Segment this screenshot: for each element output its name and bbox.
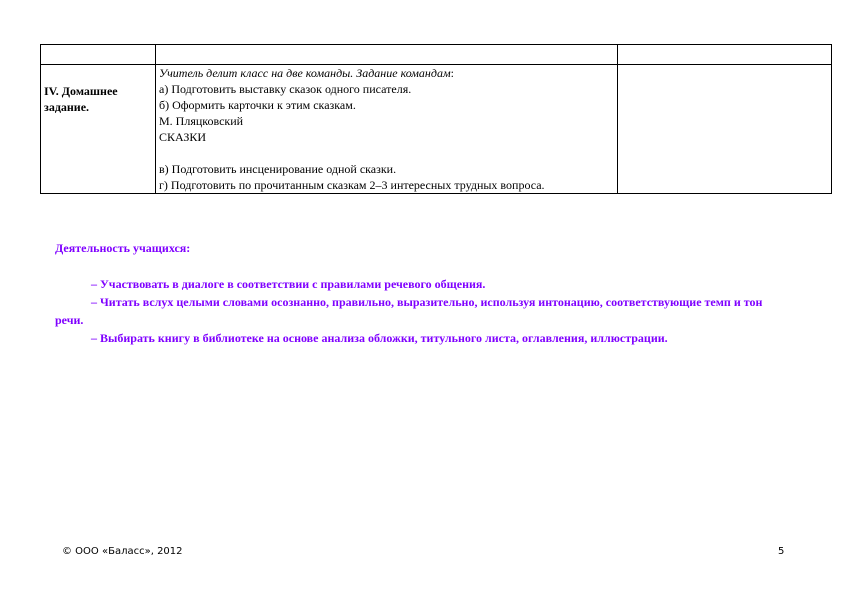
activity-item: – Читать вслух целыми словами осознанно, правильно, выразительно, используя интонацию, соответствующие темп и тон речи. (55, 295, 763, 327)
empty-cell (156, 45, 618, 65)
task-d: г) Подготовить по прочитанным сказкам 2–3 интересных трудных вопроса. (159, 178, 545, 192)
task-c: в) Подготовить инсценирование одной сказки. (159, 162, 397, 176)
table-row (41, 65, 832, 194)
empty-cell (41, 45, 156, 65)
content-cell (156, 65, 618, 194)
task-a: а) Подготовить выставку сказок одного писателя. (159, 82, 412, 96)
activity-item: – Участвовать в диалоге в соответствии с правилами речевого общения. (91, 277, 486, 291)
task-b: б) Оформить карточки к этим сказкам. (159, 98, 356, 112)
student-activities (55, 239, 785, 347)
content-intro-suffix: : (450, 66, 454, 80)
footer-copyright: © ООО «Баласс», 2012 (62, 546, 183, 557)
activities-heading: Деятельность учащихся: (55, 241, 191, 255)
notes-cell (618, 65, 832, 194)
empty-cell (618, 45, 832, 65)
table-header-row (41, 45, 832, 65)
book-title: СКАЗКИ (159, 130, 207, 144)
stage-cell: IV. Домашнее задание. (41, 65, 156, 194)
page-number: 5 (778, 546, 785, 557)
book-author: М. Пляцковский (159, 114, 244, 128)
content-intro: Учитель делит класс на две команды. Задание командам (159, 66, 451, 80)
spacer (159, 145, 614, 161)
activity-item: – Выбирать книгу в библиотеке на основе анализа обложки, титульного листа, оглавления, иллюстрации. (91, 331, 668, 345)
lesson-table (40, 44, 832, 194)
content-intro-line (159, 65, 614, 81)
